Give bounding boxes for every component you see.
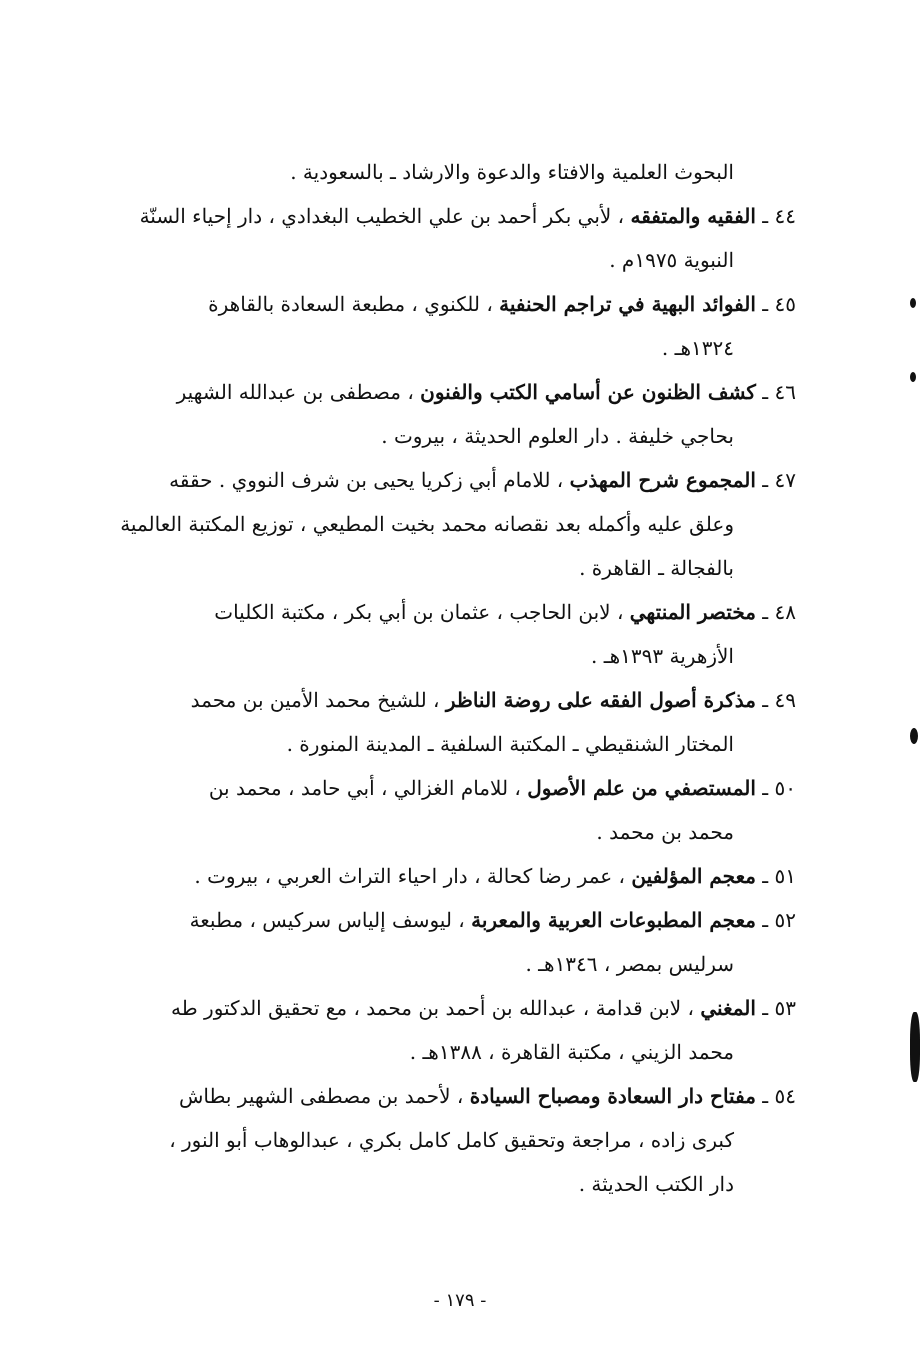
entry-number: ٤٨ ـ — [762, 600, 796, 624]
entry-details: ، للشيخ محمد الأمين بن محمد — [190, 688, 440, 712]
entry-continuation-line: ١٣٢٤هـ . — [661, 336, 734, 360]
entry-continuation-line: النبوية ١٩٧٥م . — [609, 248, 734, 272]
bibliography-entry — [104, 854, 796, 898]
entry-first-line — [104, 194, 796, 238]
lead-line: البحوث العلمية والافتاء والدعوة والارشاد ـ بالسعودية . — [290, 160, 734, 184]
entry-continuation-line: دار الكتب الحديثة . — [578, 1172, 734, 1196]
entry-first-line — [104, 370, 796, 414]
entry-continuation-line: محمد الزيني ، مكتبة القاهرة ، ١٣٨٨هـ . — [409, 1040, 734, 1064]
entry-number: ٥٤ ـ — [762, 1084, 796, 1108]
entry-number: ٥١ ـ — [762, 864, 796, 888]
entry-number: ٤٥ ـ — [762, 292, 796, 316]
entry-details: ، للامام الغزالي ، أبي حامد ، محمد بن — [208, 776, 521, 800]
entry-title: المجموع شرح المهذب — [569, 468, 756, 492]
page-number: - ١٧٩ - — [433, 1290, 487, 1311]
entry-continuation-line: المختار الشنقيطي ـ المكتبة السلفية ـ المدينة المنورة . — [286, 732, 734, 756]
entry-first-line — [104, 854, 796, 898]
entry-continuation-line: سرليس بمصر ، ١٣٤٦هـ . — [525, 952, 734, 976]
entry-number: ٤٩ ـ — [762, 688, 796, 712]
entry-details: ، لأحمد بن مصطفى الشهير بطاش — [178, 1084, 464, 1108]
entry-details: ، للكنوي ، مطبعة السعادة بالقاهرة — [208, 292, 493, 316]
entry-continuation-line: محمد بن محمد . — [596, 820, 734, 844]
entry-title: كشف الظنون عن أسامي الكتب والفنون — [420, 380, 756, 404]
entry-first-line — [104, 458, 796, 502]
entry-first-line — [104, 986, 796, 1030]
entry-title: مختصر المنتهي — [629, 600, 756, 624]
entry-title: الفقيه والمتفقه — [630, 204, 756, 228]
scan-mark-3 — [910, 728, 918, 744]
entry-first-line — [104, 590, 796, 634]
entry-number: ٥٣ ـ — [762, 996, 796, 1020]
bibliography-entry — [104, 898, 796, 986]
bibliography-entry — [104, 282, 796, 370]
entry-title: الفوائد البهية في تراجم الحنفية — [499, 292, 756, 316]
entry-details: ، للامام أبي زكريا يحيى بن شرف النووي . حققه — [169, 468, 564, 492]
bibliography-entry — [104, 590, 796, 678]
entry-title: المغني — [700, 996, 756, 1020]
entry-first-line — [104, 678, 796, 722]
scan-mark-1 — [910, 298, 916, 308]
scan-mark-2 — [910, 372, 916, 382]
entry-number: ٤٦ ـ — [762, 380, 796, 404]
bibliography-entry — [104, 986, 796, 1074]
entry-title: مذكرة أصول الفقه على روضة الناظر — [445, 688, 756, 712]
entry-continuation-line: كبرى زاده ، مراجعة وتحقيق كامل كامل بكري ، عبدالوهاب أبو النور ، — [169, 1128, 734, 1152]
bibliography-entry — [104, 766, 796, 854]
entry-first-line — [104, 766, 796, 810]
entry-number: ٥٠ ـ — [762, 776, 796, 800]
entry-first-line — [104, 1074, 796, 1118]
entry-continuation-line: الأزهرية ١٣٩٣هـ . — [591, 644, 734, 668]
scan-mark-4 — [910, 1012, 920, 1082]
entry-title: مفتاح دار السعادة ومصباح السيادة — [469, 1084, 756, 1108]
entry-number: ٤٤ ـ — [762, 204, 796, 228]
bibliography-entry — [104, 194, 796, 282]
bibliography-list — [104, 150, 796, 1206]
entry-details: ، لابن الحاجب ، عثمان بن أبي بكر ، مكتبة الكليات — [214, 600, 624, 624]
entry-number: ٤٧ ـ — [762, 468, 796, 492]
bibliography-entry — [104, 458, 796, 590]
entry-details: ، ليوسف إلياس سركيس ، مطبعة — [189, 908, 465, 932]
bibliography-entry — [104, 678, 796, 766]
bibliography-entry — [104, 370, 796, 458]
entry-title: معجم المطبوعات العربية والمعربة — [471, 908, 756, 932]
entry-continuation-line: بحاجي خليفة . دار العلوم الحديثة ، بيروت . — [381, 424, 734, 448]
entry-continuation-line: وعلق عليه وأكمله بعد نقصانه محمد بخيت المطيعي ، توزيع المكتبة العالمية — [120, 512, 734, 536]
entries-container — [104, 194, 796, 1206]
entry-details: ، مصطفى بن عبدالله الشهير — [176, 380, 414, 404]
entry-continuation-line: بالفجالة ـ القاهرة . — [579, 556, 734, 580]
entry-number: ٥٢ ـ — [762, 908, 796, 932]
entry-title: المستصفي من علم الأصول — [527, 776, 756, 800]
entry-first-line — [104, 282, 796, 326]
entry-first-line — [104, 898, 796, 942]
entry-details: ، لأبي بكر أحمد بن علي الخطيب البغدادي ، دار إحياء السنّة — [139, 204, 625, 228]
entry-details: ، عمر رضا كحالة ، دار احياء التراث العربي ، بيروت . — [194, 864, 626, 888]
entry-details: ، لابن قدامة ، عبدالله بن أحمد بن محمد ، مع تحقيق الدكتور طه — [171, 996, 694, 1020]
entry-title: معجم المؤلفين — [631, 864, 756, 888]
bibliography-entry — [104, 1074, 796, 1206]
